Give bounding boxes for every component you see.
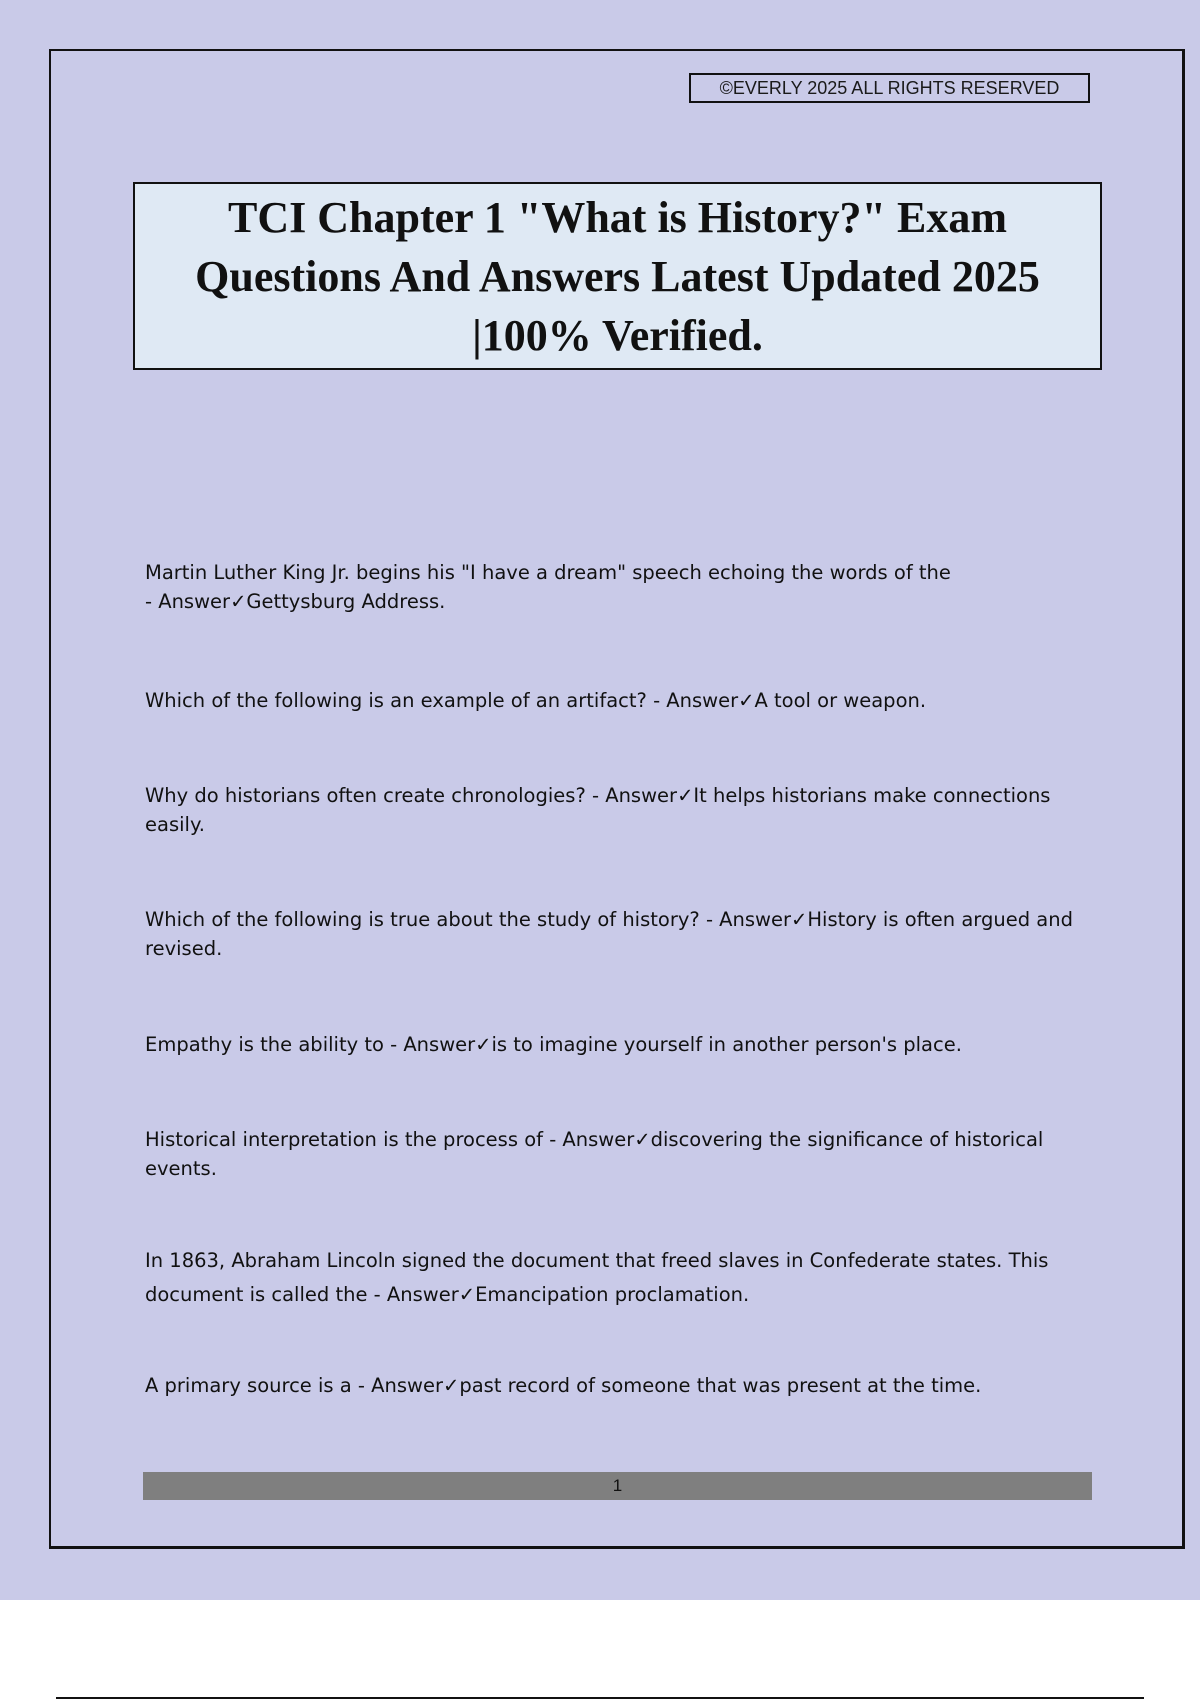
check-mark-icon: ✓ xyxy=(230,590,247,613)
check-mark-icon: ✓ xyxy=(738,689,755,712)
answer-text: It helps historians make connections easily. xyxy=(145,784,1051,836)
title-box xyxy=(133,182,1102,370)
page-footer xyxy=(143,1472,1092,1500)
question-text: Which of the following is true about the study of history? xyxy=(145,908,700,931)
page-number: 1 xyxy=(612,1476,623,1495)
question-text: In 1863, Abraham Lincoln signed the document that freed slaves in Confederate states. This document is called the xyxy=(145,1249,1049,1306)
document-title: TCI Chapter 1 "What is History?" Exam Questions And Answers Latest Updated 2025 |100% Verified. xyxy=(195,192,1040,360)
qa-item-1 xyxy=(145,558,1090,616)
check-mark-icon: ✓ xyxy=(791,908,808,931)
check-mark-icon: ✓ xyxy=(458,1283,476,1306)
question-text: Which of the following is an example of an artifact? xyxy=(145,689,647,712)
answer-text: A tool or weapon. xyxy=(754,689,927,712)
answer-separator: - Answer xyxy=(145,590,231,613)
answer-text: Emancipation proclamation. xyxy=(475,1283,750,1306)
answer-separator: - Answer xyxy=(367,1283,459,1306)
check-mark-icon: ✓ xyxy=(634,1128,651,1151)
bottom-divider xyxy=(56,1697,1144,1699)
answer-separator: - Answer xyxy=(699,908,792,931)
answer-separator: - Answer xyxy=(585,784,678,807)
answer-text: discovering the significance of historical events. xyxy=(145,1128,1044,1180)
qa-item-7 xyxy=(145,1244,1090,1312)
check-mark-icon: ✓ xyxy=(443,1374,460,1397)
question-text: Empathy is the ability to xyxy=(145,1033,384,1056)
answer-separator: - Answer xyxy=(543,1128,635,1151)
answer-text: is to imagine yourself in another person's place. xyxy=(491,1033,962,1056)
answer-separator: - Answer xyxy=(351,1374,443,1397)
question-text: Why do historians often create chronologies? xyxy=(145,784,586,807)
qa-item-5 xyxy=(145,1030,1090,1059)
check-mark-icon: ✓ xyxy=(475,1033,492,1056)
check-mark-icon: ✓ xyxy=(677,784,694,807)
answer-text: Gettysburg Address. xyxy=(246,590,446,613)
qa-item-8 xyxy=(145,1371,1090,1400)
qa-item-6 xyxy=(145,1125,1090,1183)
answer-separator: - Answer xyxy=(383,1033,476,1056)
qa-item-2 xyxy=(145,686,1090,715)
qa-item-3 xyxy=(145,781,1090,839)
copyright-notice: ©EVERLY 2025 ALL RIGHTS RESERVED xyxy=(689,73,1090,103)
question-text: Martin Luther King Jr. begins his "I have a dream" speech echoing the words of the xyxy=(145,561,951,584)
answer-text: past record of someone that was present at the time. xyxy=(459,1374,982,1397)
qa-item-4 xyxy=(145,905,1090,963)
question-text: Historical interpretation is the process of xyxy=(145,1128,543,1151)
answer-separator: - Answer xyxy=(646,689,739,712)
answer-text: History is often argued and revised. xyxy=(145,908,1073,960)
question-text: A primary source is a xyxy=(145,1374,352,1397)
